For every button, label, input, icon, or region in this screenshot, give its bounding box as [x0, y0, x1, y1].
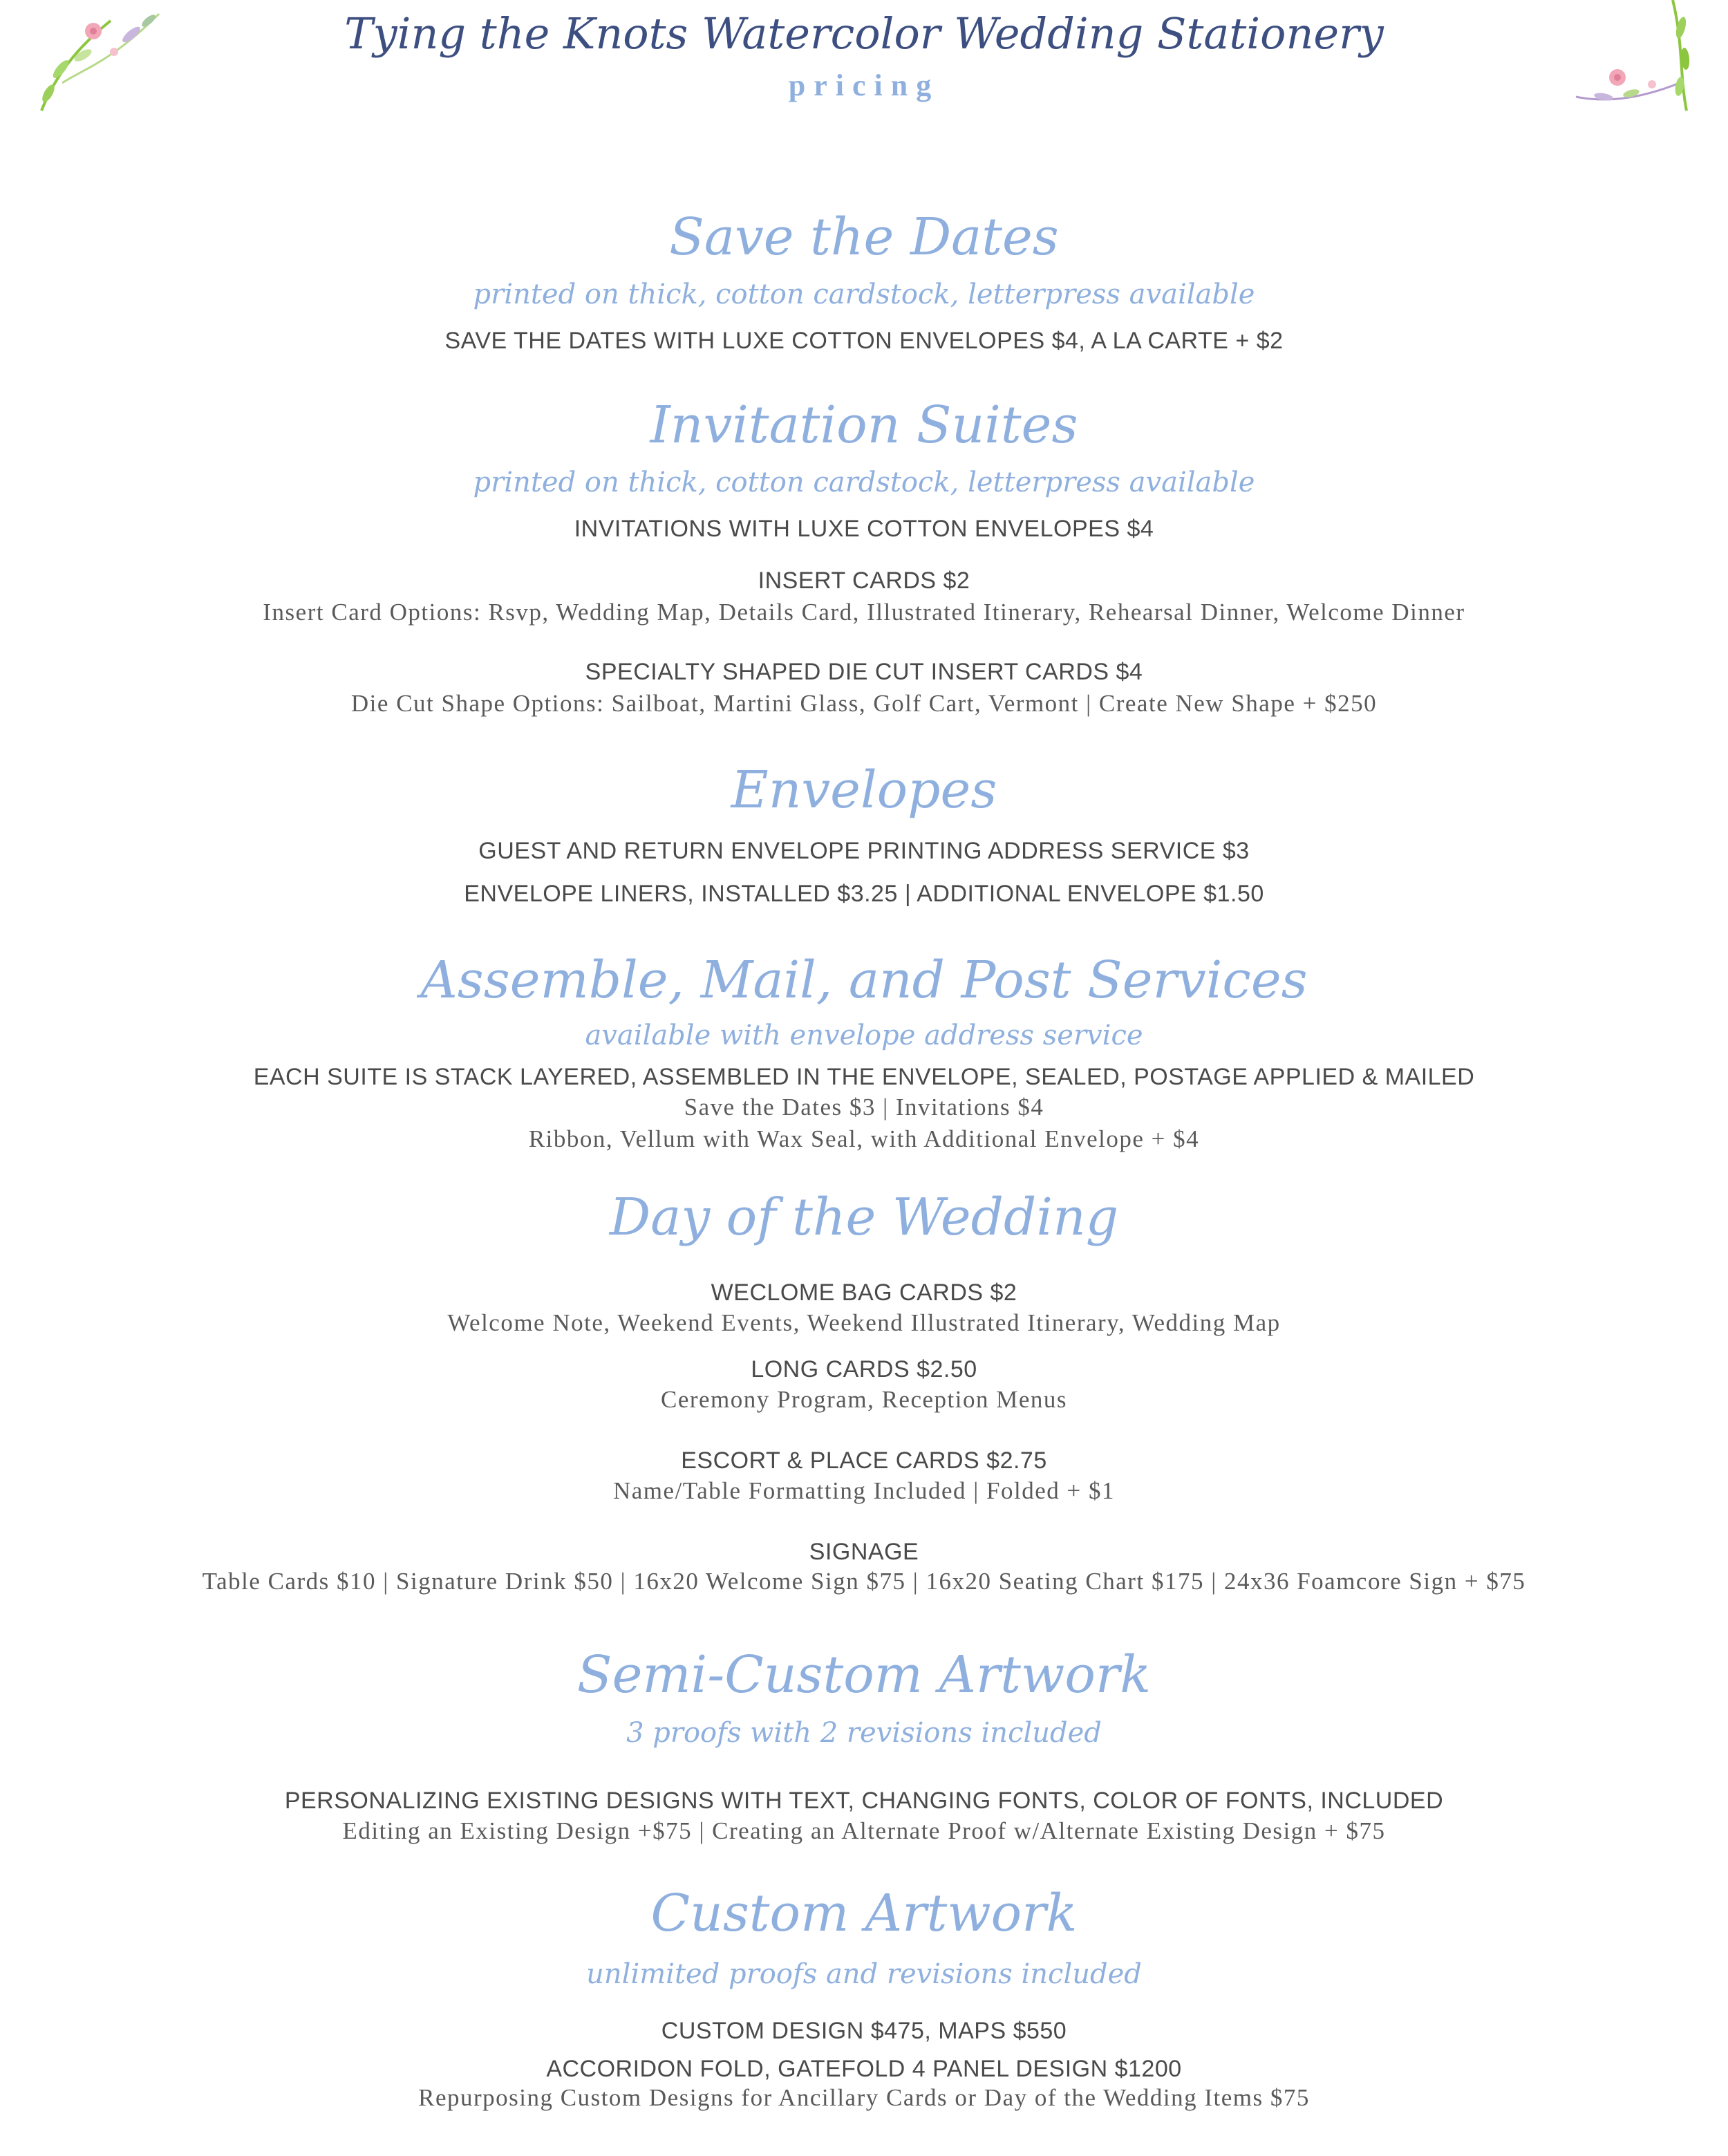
invitations-price: INVITATIONS WITH LUXE COTTON ENVELOPES $4	[574, 516, 1154, 542]
address-service-price: GUEST AND RETURN ENVELOPE PRINTING ADDRESS SERVICE $3	[478, 838, 1250, 864]
semi-custom-heading: Semi-Custom Artwork	[576, 1645, 1152, 1705]
escort-cards-desc: Name/Table Formatting Included | Folded + $1	[613, 1477, 1115, 1504]
die-cut-options: Die Cut Shape Options: Sailboat, Martini Glass, Golf Cart, Vermont | Create New Shape + $250	[350, 690, 1378, 717]
day-of-heading: Day of the Wedding	[609, 1188, 1119, 1247]
welcome-bag-cards-desc: Welcome Note, Weekend Events, Weekend Illustrated Itinerary, Wedding Map	[447, 1309, 1281, 1336]
custom-design-price: CUSTOM DESIGN $475, MAPS $550	[661, 2018, 1067, 2044]
assemble-description: EACH SUITE IS STACK LAYERED, ASSEMBLED IN THE ENVELOPE, SEALED, POSTAGE APPLIED & MAILED	[253, 1064, 1475, 1090]
semi-custom-subtitle: 3 proofs with 2 revisions included	[626, 1717, 1102, 1749]
repurposing-price: Repurposing Custom Designs for Ancillary Cards or Day of the Wedding Items $75	[418, 2084, 1310, 2111]
assemble-prices: Save the Dates $3 | Invitations $4	[684, 1094, 1044, 1121]
accordion-fold-price: ACCORIDON FOLD, GATEFOLD 4 PANEL DESIGN $1200	[546, 2056, 1182, 2082]
assemble-subtitle: available with envelope address service	[585, 1020, 1143, 1051]
invitation-suites-heading: Invitation Suites	[650, 395, 1078, 455]
long-cards-price: LONG CARDS $2.50	[751, 1356, 977, 1382]
semi-custom-description: PERSONALIZING EXISTING DESIGNS WITH TEXT, CHANGING FONTS, COLOR OF FONTS, INCLUDED	[284, 1788, 1444, 1814]
envelope-liners-price: ENVELOPE LINERS, INSTALLED $3.25 | ADDITIONAL ENVELOPE $1.50	[464, 881, 1264, 907]
custom-artwork-subtitle: unlimited proofs and revisions included	[586, 1958, 1142, 1990]
semi-custom-prices: Editing an Existing Design +$75 | Creating an Alternate Proof w/Alternate Existing Design + $75	[342, 1817, 1386, 1844]
signage-desc: Table Cards $10 | Signature Drink $50 | 16x20 Welcome Sign $75 | 16x20 Seating Chart $175 | 24x36 Foamcore Sign + $75	[202, 1568, 1526, 1595]
insert-card-options: Insert Card Options: Rsvp, Wedding Map, Details Card, Illustrated Itinerary, Rehearsal Dinner, Welcome Dinner	[263, 599, 1465, 626]
long-cards-desc: Ceremony Program, Reception Menus	[660, 1386, 1067, 1413]
envelopes-heading: Envelopes	[731, 760, 997, 820]
die-cut-insert-price: SPECIALTY SHAPED DIE CUT INSERT CARDS $4	[585, 659, 1143, 685]
assemble-heading: Assemble, Mail, and Post Services	[420, 950, 1308, 1010]
save-the-dates-subtitle: printed on thick, cotton cardstock, letterpress available	[473, 279, 1255, 310]
save-the-dates-heading: Save the Dates	[669, 207, 1059, 267]
insert-cards-price: INSERT CARDS $2	[758, 568, 970, 594]
save-the-dates-price: SAVE THE DATES WITH LUXE COTTON ENVELOPES $4, A LA CARTE + $2	[444, 328, 1284, 354]
escort-cards-price: ESCORT & PLACE CARDS $2.75	[681, 1447, 1047, 1474]
invitation-suites-subtitle: printed on thick, cotton cardstock, letterpress available	[473, 467, 1255, 498]
custom-artwork-heading: Custom Artwork	[650, 1884, 1078, 1943]
brand-title: Tying the Knots Watercolor Wedding Stationery	[344, 8, 1384, 59]
pricing-tagline: pricing	[788, 68, 940, 102]
welcome-bag-cards-price: WECLOME BAG CARDS $2	[711, 1279, 1017, 1306]
signage-title: SIGNAGE	[809, 1539, 919, 1565]
assemble-addons: Ribbon, Vellum with Wax Seal, with Additional Envelope + $4	[528, 1125, 1200, 1152]
